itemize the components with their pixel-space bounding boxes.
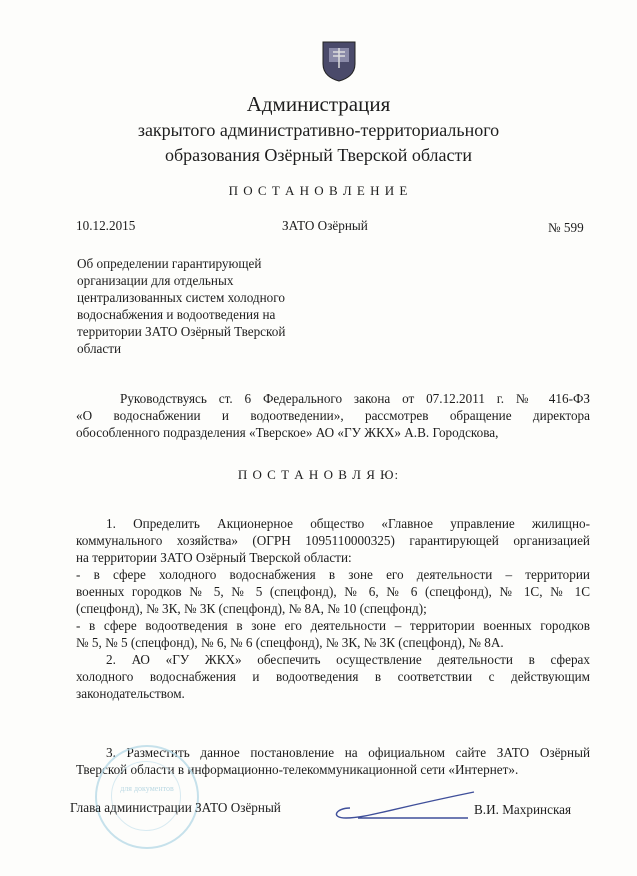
body-line: коммунального хозяйства» (ОГРН 1095110000325) гарантирующей организацией: [76, 533, 590, 548]
signatory-name: В.И. Махринская: [474, 802, 572, 817]
subject-line: водоснабжения и водоотведения на: [77, 307, 276, 322]
body-line: (спецфонд), № 3К, № 3К (спецфонд), № 8А, № 10 (спецфонд);: [76, 601, 427, 616]
coat-of-arms-emblem: [319, 40, 359, 82]
body-line: Тверской области в информационно-телекоммуникационной сети «Интернет».: [76, 762, 519, 777]
document-date: 10.12.2015: [76, 218, 136, 233]
body-line: 3. Разместить данное постановление на официальном сайте ЗАТО Озёрный: [106, 745, 590, 760]
handwritten-signature: [328, 782, 478, 822]
subtitle-line: закрытого административно-территориального: [137, 120, 500, 140]
official-stamp: [95, 745, 199, 849]
body-line: 1. Определить Акционерное общество «Главное управление жилищно-: [106, 516, 590, 531]
subject-line: области: [77, 341, 122, 356]
preamble-line: «О водоснабжении и водоотведении», рассмотрев обращение директора: [76, 408, 590, 423]
subtitle-line: образования Озёрный Тверской области: [164, 145, 472, 165]
preamble-line: обособленного подразделения «Тверское» АО «ГУ ЖКХ» А.В. Городскова,: [76, 425, 499, 440]
subject-line: централизованных систем холодного: [77, 290, 285, 305]
body-line: военных городков № 5, № 5 (спецфонд), № 6, № 6 (спецфонд), № 1С, № 1С: [76, 584, 590, 599]
subject-line: организации для отдельных: [77, 273, 234, 288]
body-line: холодного водоснабжения и водоотведения в соответствии с действующим: [76, 669, 590, 684]
stamp-text: для документов: [120, 784, 174, 793]
body-line: - в сфере водоотведения в зоне его деятельности – территории военных городков: [76, 618, 590, 633]
body-line: - в сфере холодного водоснабжения в зоне его деятельности – территории: [76, 567, 590, 582]
page-title: Администрация: [246, 92, 391, 116]
decree-heading: П О С Т А Н О В Л Я Ю:: [237, 467, 400, 482]
body-line: № 5, № 5 (спецфонд), № 6, № 6 (спецфонд), № 3К, № 3К (спецфонд), № 8А.: [76, 635, 504, 650]
body-line: 2. АО «ГУ ЖКХ» обеспечить осуществление деятельности в сферах: [106, 652, 590, 667]
body-line: законодательством.: [76, 686, 185, 701]
preamble-line: Руководствуясь ст. 6 Федерального закона от 07.12.2011 г. № 416-ФЗ: [120, 391, 590, 406]
document-place: ЗАТО Озёрный: [282, 218, 368, 233]
subject-line: Об определении гарантирующей: [77, 256, 262, 271]
body-line: на территории ЗАТО Озёрный Тверской области:: [76, 550, 352, 565]
subject-line: территории ЗАТО Озёрный Тверской: [77, 324, 286, 339]
signatory-position: Глава администрации ЗАТО Озёрный: [70, 800, 281, 815]
document-number: № 599: [548, 220, 584, 235]
document-type: П О С Т А Н О В Л Е Н И Е: [228, 183, 409, 198]
